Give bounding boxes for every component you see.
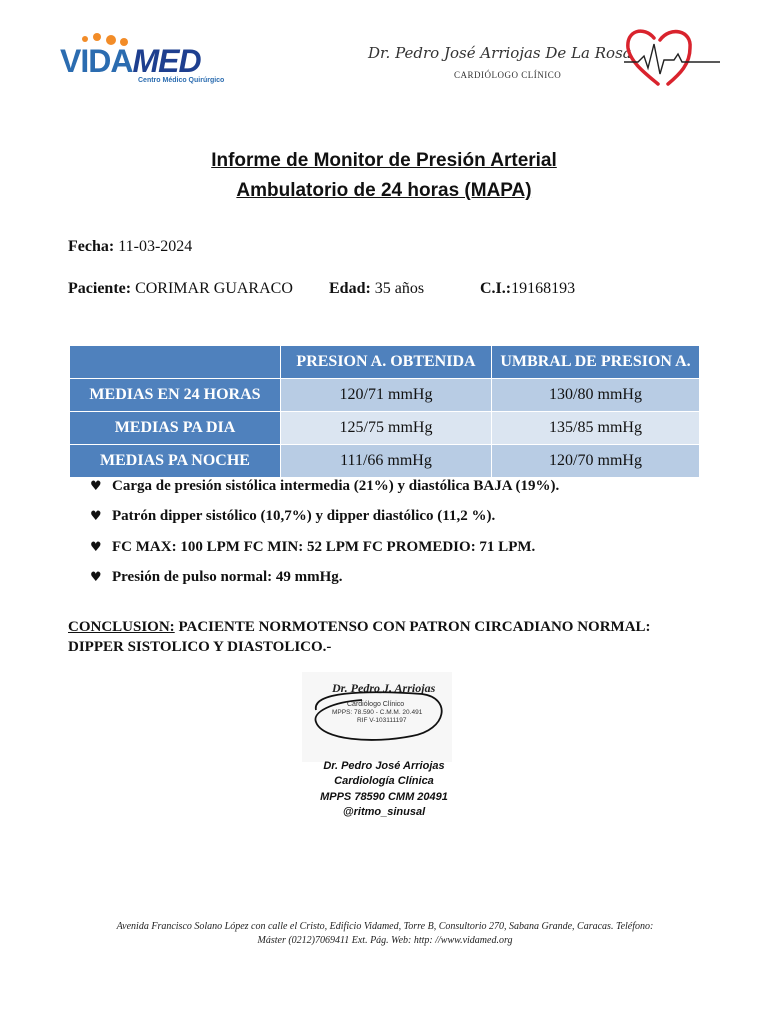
report-title-line1: Informe de Monitor de Presión Arterial [211,150,557,171]
doctor-title: CARDIÓLOGO CLÍNICO [454,70,562,80]
stamp-line2: MPPS: 78.590 - C.M.M. 20.491 [332,709,423,716]
paciente-field [68,280,293,298]
conclusion [68,617,708,657]
heart-bullet-icon: ♥ [90,479,102,494]
conclusion-label: CONCLUSION: [68,619,175,635]
report-title-line2: Ambulatorio de 24 horas (MAPA) [236,180,532,201]
obtenida-cell: 120/71 mmHg [281,379,492,412]
signature-handle: @ritmo_sinusal [342,806,426,818]
footer-address [70,920,700,948]
umbral-cell: 120/70 mmHg [492,445,700,478]
row-label: MEDIAS PA NOCHE [70,445,281,478]
footer-line2: Máster (0212)7069411 Ext. Pág. Web: http: //www.vidamed.org [257,935,513,946]
fecha-value: 11-03-2024 [118,238,193,255]
table-header-umbral: UMBRAL DE PRESION A. [492,346,700,379]
logo-med: MED [132,43,201,79]
signature-registry: MPPS 78590 CMM 20491 [320,791,448,803]
edad-label: Edad: [329,280,371,297]
conclusion-text: PACIENTE NORMOTENSO CON PATRON CIRCADIANO NORMAL: DIPPER SISTOLICO Y DIASTOLICO.- [68,619,651,655]
table-row [70,379,700,412]
list-item [90,478,559,495]
stamp-name: Dr. Pedro J. Arriojas [332,681,436,695]
table-row [70,412,700,445]
row-label: MEDIAS EN 24 HORAS [70,379,281,412]
footer-line1: Avenida Francisco Solano López con calle el Cristo, Edificio Vidamed, Torre B, Consultorio 270, Sabana Grande, Caracas. Teléfono: [116,921,654,932]
bullet-text: Patrón dipper sistólico (10,7%) y dipper diastólico (11,2 %). [112,508,496,524]
table-header-obtenida: PRESION A. OBTENIDA [281,346,492,379]
stamp-line1: Cardiólogo Clínico [347,701,405,708]
bullet-text: FC MAX: 100 LPM FC MIN: 52 LPM FC PROMEDIO: 71 LPM. [112,539,536,555]
table-row [70,445,700,478]
edad-value: 35 años [374,280,425,297]
paciente-label: Paciente: [68,280,132,297]
logo-dot [93,33,101,41]
logo-wordmark [60,44,201,78]
bullet-text: Presión de pulso normal: 49 mmHg. [112,569,343,585]
fecha-field [68,238,192,256]
ci-field [480,280,575,298]
heart-bullet-icon: ♥ [90,540,102,555]
list-item [90,569,343,586]
signature-name: Dr. Pedro José Arriojas [323,760,445,772]
umbral-cell: 130/80 mmHg [492,379,700,412]
edad-field [329,280,424,298]
list-item [90,508,495,525]
logo-dot [82,36,88,42]
doctor-stamp [302,672,452,762]
table-header-empty [70,346,281,379]
heart-bullet-icon: ♥ [90,570,102,585]
list-item [90,539,535,556]
doctor-name: Dr. Pedro José Arriojas De La Rosa [368,44,632,62]
ci-value: 19168193 [511,280,576,297]
obtenida-cell: 125/75 mmHg [281,412,492,445]
heart-ecg-icon [624,26,720,90]
umbral-cell: 135/85 mmHg [492,412,700,445]
obtenida-cell: 111/66 mmHg [281,445,492,478]
bullet-text: Carga de presión sistólica intermedia (21%) y diastólica BAJA (19%). [112,478,560,494]
paciente-value: CORIMAR GUARACO [135,280,293,297]
ci-label: C.I.: [480,280,512,297]
heart-bullet-icon: ♥ [90,509,102,524]
stamp-line3: RIF V-103111197 [357,717,407,724]
row-label: MEDIAS PA DIA [70,412,281,445]
signature-specialty: Cardiología Clínica [334,775,434,787]
logo-vida: VIDA [60,43,133,79]
vidamed-logo [60,36,260,90]
logo-subtitle: Centro Médico Quirúrgico [138,77,225,84]
fecha-label: Fecha: [68,238,115,255]
table-header-row [70,346,700,379]
pressure-table [69,345,700,478]
